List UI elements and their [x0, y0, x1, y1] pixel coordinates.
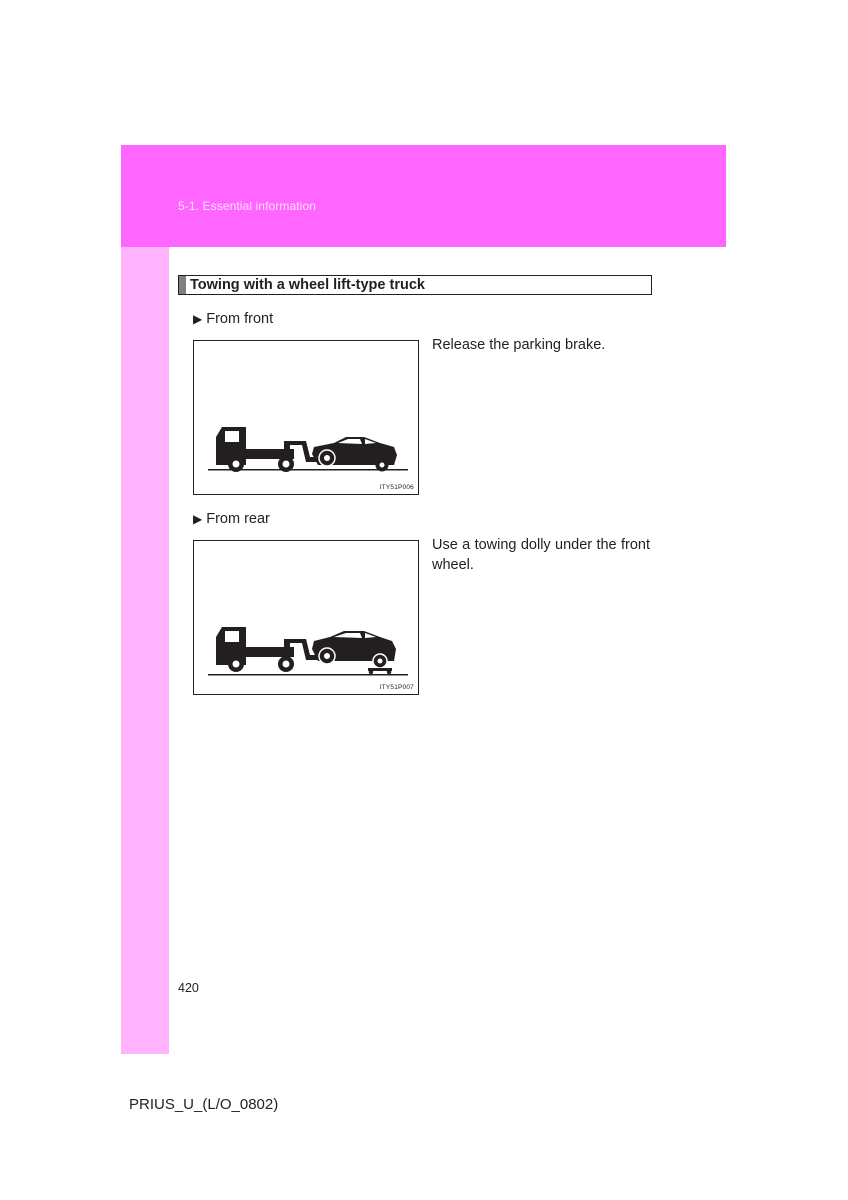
triangle-bullet-icon: ▶ [193, 312, 203, 326]
subhead-from-front [193, 311, 273, 327]
figure-code: ITY51P007 [379, 684, 414, 691]
heading-text: Towing with a wheel lift-type truck [190, 277, 425, 293]
subhead-from-rear [193, 511, 270, 527]
heading-bar [179, 276, 186, 294]
triangle-bullet-icon: ▶ [193, 512, 203, 526]
section-heading [178, 275, 652, 295]
subhead-label: From front [206, 311, 274, 327]
section-label: 5-1. Essential information [178, 199, 316, 213]
figure-tow-from-rear [193, 540, 419, 695]
description-from-front: Release the parking brake. [432, 337, 606, 353]
page-number: 420 [178, 981, 199, 995]
side-band [121, 247, 169, 1054]
subhead-label: From rear [206, 511, 270, 527]
tow-truck-rear-illustration [194, 541, 420, 696]
tow-truck-front-illustration [194, 341, 420, 496]
description-from-rear: Use a towing dolly under the front wheel. [432, 537, 650, 573]
header-band [121, 145, 726, 247]
document-id: PRIUS_U_(L/O_0802) [129, 1096, 279, 1113]
figure-code: ITY51P006 [379, 484, 414, 491]
figure-tow-from-front [193, 340, 419, 495]
